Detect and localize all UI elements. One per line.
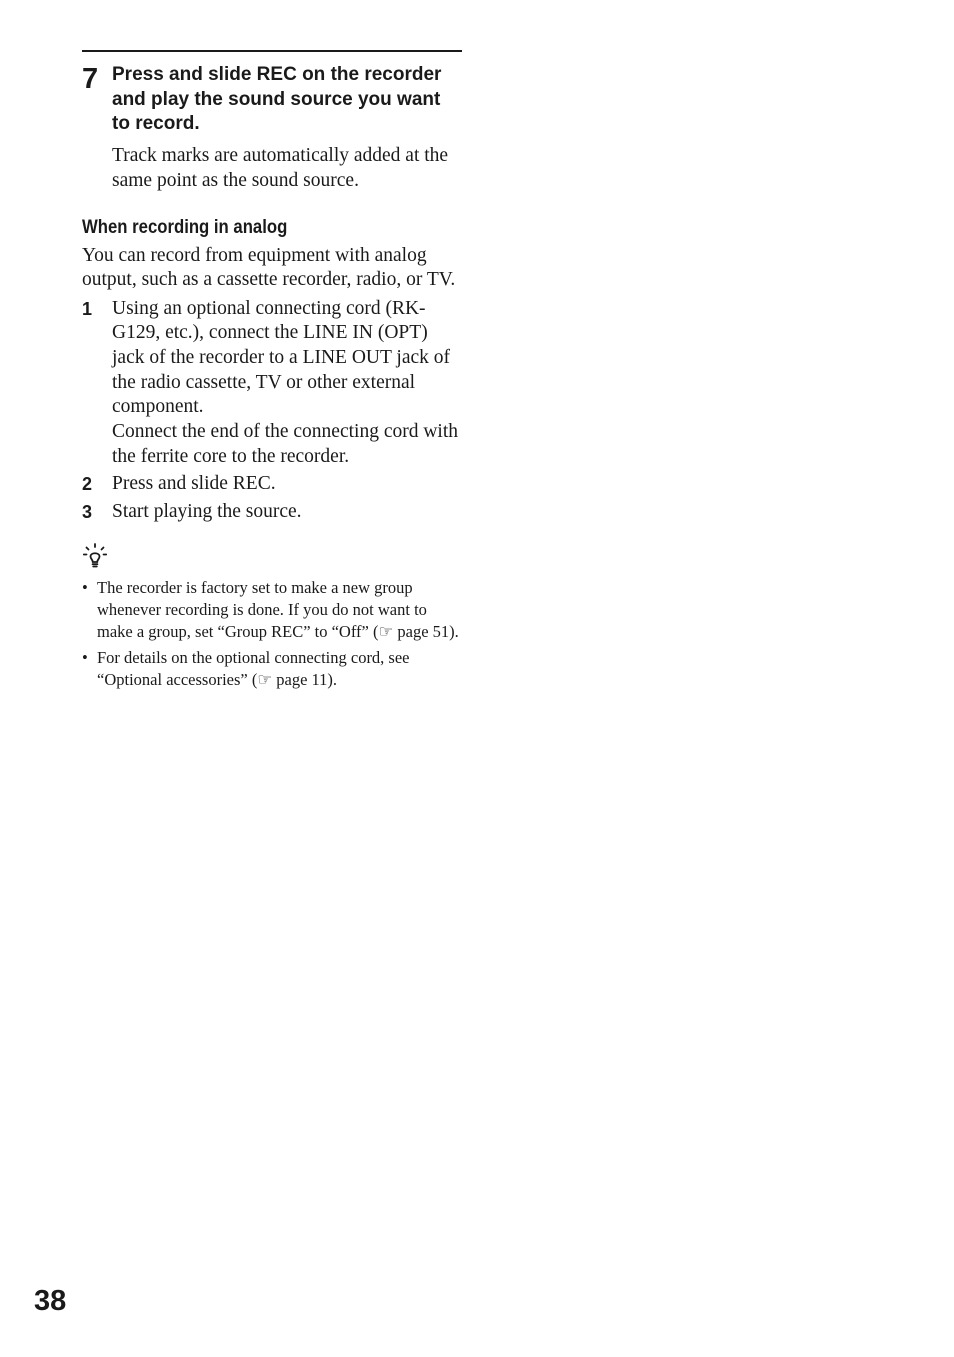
analog-step-2-text: Press and slide REC.	[112, 473, 276, 495]
analog-intro: You can record from equipment with analog output, such as a cassette recorder, radio, or TV.	[82, 244, 456, 290]
analog-step-3-text: Start playing the source.	[112, 501, 302, 523]
step-7-body: Track marks are automatically added at the same point as the sound source.	[112, 144, 449, 191]
step-7-number: 7	[82, 63, 99, 95]
analog-steps-list	[82, 297, 462, 525]
step-7-heading: Press and slide REC on the recorder and play the sound source you want to record.	[112, 64, 442, 134]
analog-step-3-number: 3	[82, 502, 93, 523]
hint-note-2	[82, 647, 462, 691]
lightbulb-hint-icon	[83, 543, 107, 569]
content-column	[82, 50, 462, 695]
hint-note-1	[82, 577, 462, 643]
analog-step-2	[82, 472, 462, 497]
analog-step-1-number: 1	[82, 298, 93, 319]
analog-step-2-number: 2	[82, 474, 93, 495]
step-7	[82, 63, 462, 193]
hint-notes-list	[82, 577, 462, 691]
section-top-rule	[82, 50, 462, 52]
analog-step-1-extra: Connect the end of the connecting cord with the ferrite core to the recorder.	[112, 421, 459, 467]
hint-note-1-text: The recorder is factory set to make a new group whenever recording is done. If you do not want to make a group, set “Group REC” to “Off” (☞ page 51).	[97, 577, 459, 641]
analog-step-3	[82, 500, 462, 525]
bullet: •	[82, 647, 88, 667]
analog-step-1	[82, 297, 462, 470]
analog-recording-heading: When recording in analog	[82, 216, 288, 238]
analog-step-1-text: Using an optional connecting cord (RK-G129, etc.), connect the LINE IN (OPT) jack of the recorder to a LINE OUT jack of the radio cassette, TV or other external component.	[112, 297, 451, 418]
hint-note-2-text: For details on the optional connecting cord, see “Optional accessories” (☞ page 11).	[97, 647, 410, 689]
bullet: •	[82, 577, 88, 597]
page-number: 38	[34, 1285, 67, 1317]
